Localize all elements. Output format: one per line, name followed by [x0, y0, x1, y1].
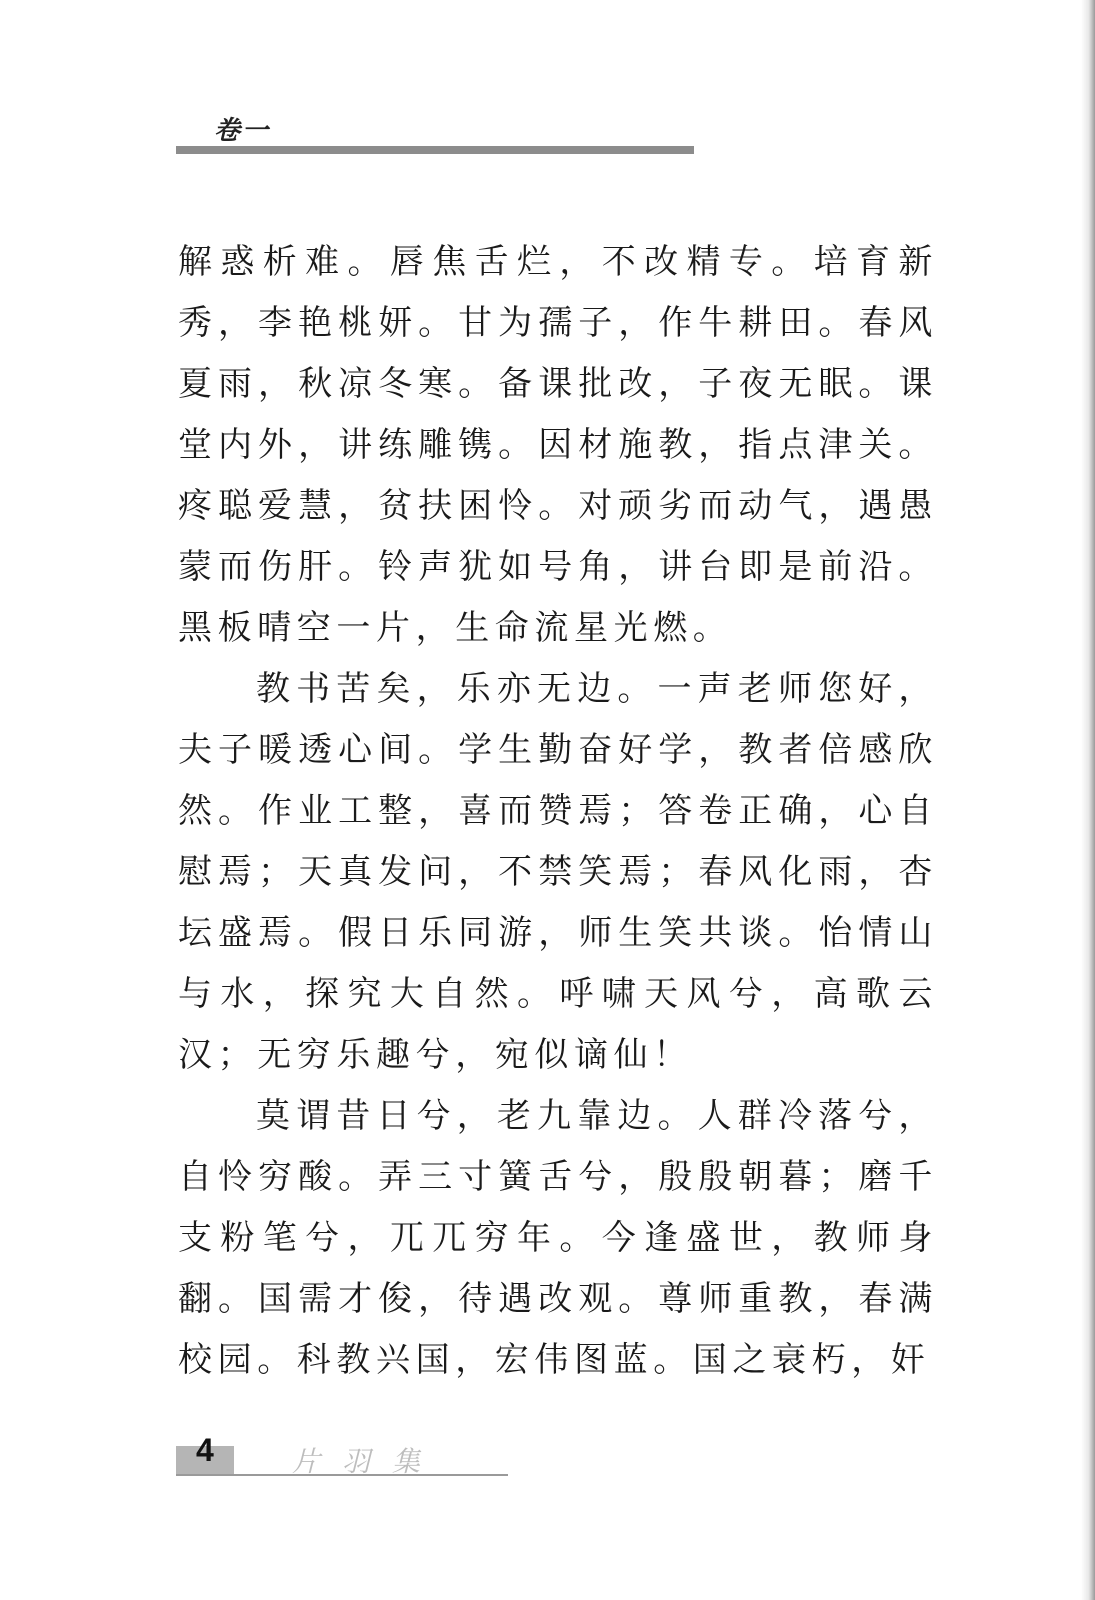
page-edge-shadow	[1081, 0, 1095, 1600]
body-text	[178, 232, 938, 1391]
page-number: 4	[196, 1432, 214, 1468]
footer-book-title: 片羽集	[292, 1445, 443, 1478]
paragraph-3: 莫谓昔日兮，老九靠边。人群冷落兮，自怜穷酸。弄三寸簧舌兮，殷殷朝暮；磨千支粉笔兮，兀兀穷年。今逢盛世，教师身翻。国需才俊，待遇改观。尊师重教，春满校园。科教兴国，宏伟图蓝。国之衰朽，奸	[178, 1096, 938, 1380]
paragraph-2: 教书苦矣，乐亦无边。一声老师您好，夫子暖透心间。学生勤奋好学，教者倍感欣然。作业工整，喜而赞焉；答卷正确，心自慰焉；天真发问，不禁笑焉；春风化雨，杏坛盛焉。假日乐同游，师生笑共谈。怡情山与水，探究大自然。呼啸天风兮，高歌云汉；无穷乐趣兮，宛似谪仙！	[178, 669, 938, 1075]
paragraph-1: 解惑析难。唇焦舌烂，不改精专。培育新秀，李艳桃妍。甘为孺子，作牛耕田。春风夏雨，秋凉冬寒。备课批改，子夜无眠。课堂内外，讲练雕镌。因材施教，指点津关。疼聪爱慧，贫扶困怜。对顽劣而动气，遇愚蒙而伤肝。铃声犹如号角，讲台即是前沿。黑板晴空一片，生命流星光燃。	[178, 242, 938, 648]
header-rule	[176, 146, 694, 154]
chapter-header: 卷一	[214, 116, 271, 146]
